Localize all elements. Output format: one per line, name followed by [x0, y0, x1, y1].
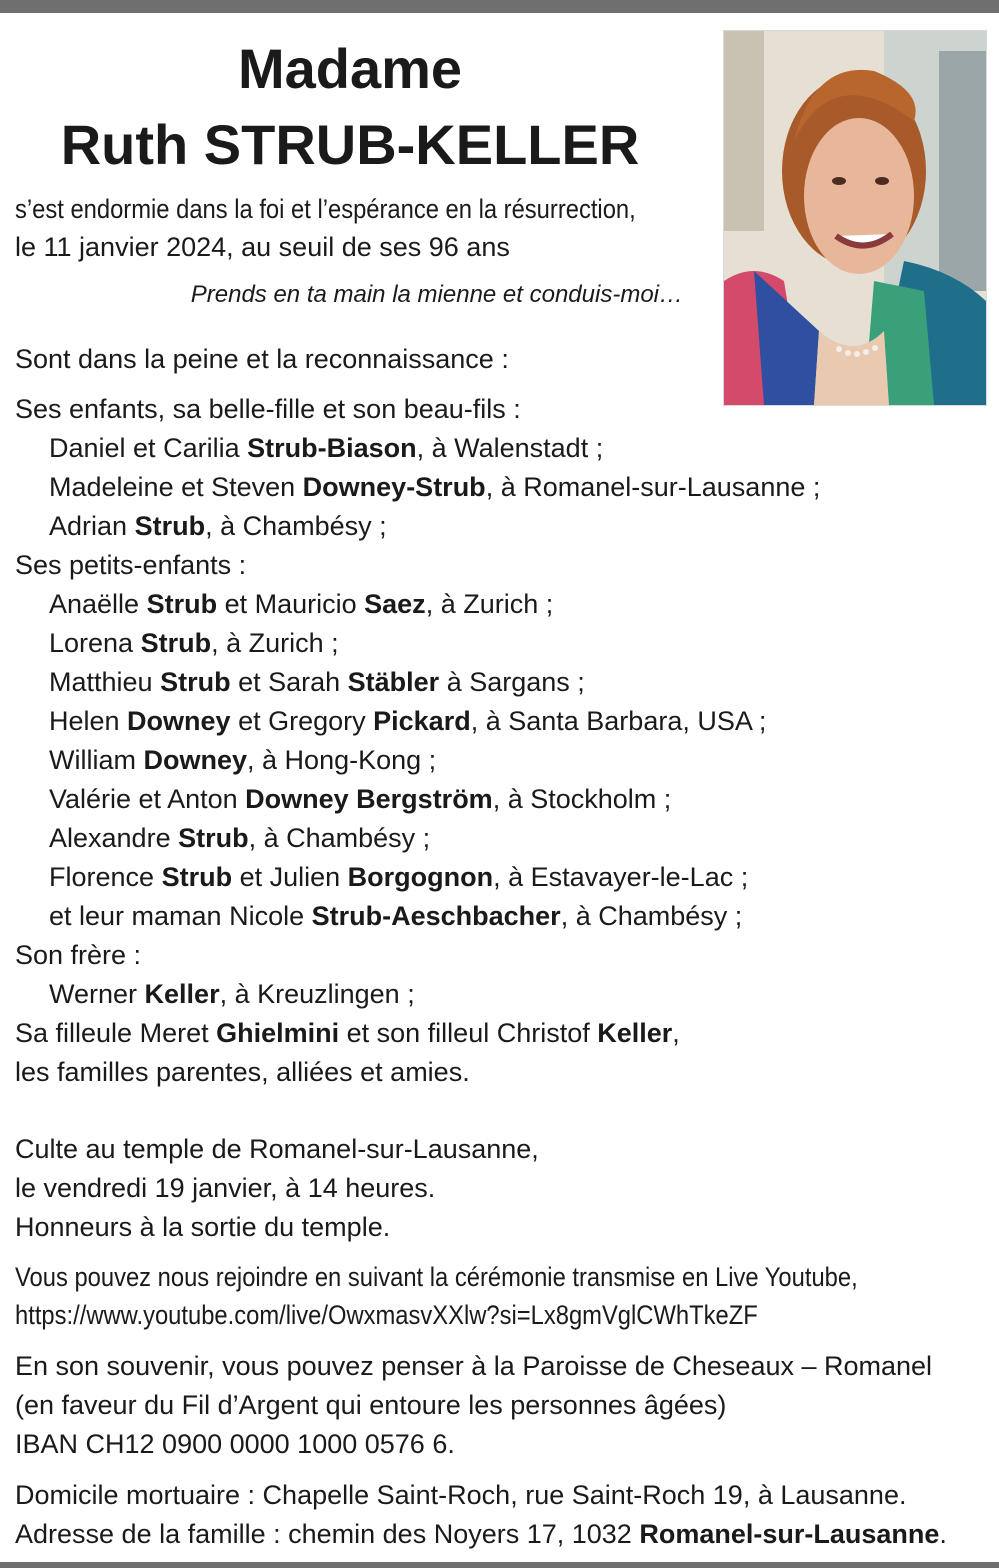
family-intro: Sont dans la peine et la reconnaissance : — [15, 344, 509, 374]
grandchild-entry: et leur maman Nicole Strub-Aeschbacher, à Chambésy ; — [49, 901, 743, 931]
grandchild-entry: Alexandre Strub, à Chambésy ; — [49, 823, 431, 853]
family-address: Adresse de la famille : chemin des Noyers 17, 1032 Romanel-sur-Lausanne. — [15, 1519, 947, 1549]
service-line-2: le vendredi 19 janvier, à 14 heures. — [15, 1173, 436, 1203]
mortuary-address: Domicile mortuaire : Chapelle Saint-Roch, rue Saint-Roch 19, à Lausanne. — [15, 1480, 907, 1510]
livestream-line: Vous pouvez nous rejoindre en suivant la cérémonie transmise en Live Youtube, — [15, 1262, 858, 1292]
grandchild-entry: Anaëlle Strub et Mauricio Saez, à Zurich ; — [49, 589, 554, 619]
intro-line-1: s’est endormie dans la foi et l’espérance en la résurrection, — [15, 194, 636, 224]
portrait-photo-icon — [724, 31, 986, 405]
grandchild-entry: Matthieu Strub et Sarah Stäbler à Sargans ; — [49, 667, 585, 697]
quote: Prends en ta main la mienne et conduis-moi… — [190, 281, 683, 308]
grandchildren-heading: Ses petits-enfants : — [15, 550, 247, 580]
livestream-url[interactable]: https://www.youtube.com/live/OwxmasvXXlw?si=Lx8gmVglCWhTkeZF — [15, 1300, 758, 1330]
iban-line: IBAN CH12 0900 0000 1000 0576 6. — [15, 1429, 455, 1459]
bottom-border — [0, 1562, 999, 1568]
grandchild-entry: Helen Downey et Gregory Pickard, à Santa Barbara, USA ; — [49, 706, 767, 736]
title-madame: Madame — [237, 37, 463, 100]
grandchild-entry: William Downey, à Hong-Kong ; — [49, 745, 437, 775]
top-border — [0, 0, 999, 13]
portrait-photo — [723, 30, 987, 406]
title-name: Ruth STRUB-KELLER — [60, 113, 640, 176]
child-entry: Madeleine et Steven Downey-Strub, à Romanel-sur-Lausanne ; — [49, 472, 821, 502]
donation-line-2: (en faveur du Fil d’Argent qui entoure les personnes âgées) — [15, 1390, 727, 1420]
service-line-3: Honneurs à la sortie du temple. — [15, 1212, 391, 1242]
child-entry: Daniel et Carilia Strub-Biason, à Walenstadt ; — [49, 433, 604, 463]
child-entry: Adrian Strub, à Chambésy ; — [49, 511, 387, 541]
grandchild-entry: Valérie et Anton Downey Bergström, à Stockholm ; — [49, 784, 672, 814]
grandchild-entry: Lorena Strub, à Zurich ; — [49, 628, 339, 658]
godchildren-line: Sa filleule Meret Ghielmini et son filleul Christof Keller, — [15, 1018, 680, 1048]
donation-line-1: En son souvenir, vous pouvez penser à la Paroisse de Cheseaux – Romanel — [15, 1351, 933, 1381]
children-heading: Ses enfants, sa belle-fille et son beau-fils : — [15, 394, 521, 424]
brother-entry: Werner Keller, à Kreuzlingen ; — [49, 979, 415, 1009]
brother-heading: Son frère : — [15, 940, 142, 970]
families-line: les familles parentes, alliées et amies. — [15, 1057, 470, 1087]
grandchild-entry: Florence Strub et Julien Borgognon, à Estavayer-le-Lac ; — [49, 862, 749, 892]
service-line-1: Culte au temple de Romanel-sur-Lausanne, — [15, 1134, 539, 1164]
intro-line-2: le 11 janvier 2024, au seuil de ses 96 ans — [15, 232, 510, 262]
